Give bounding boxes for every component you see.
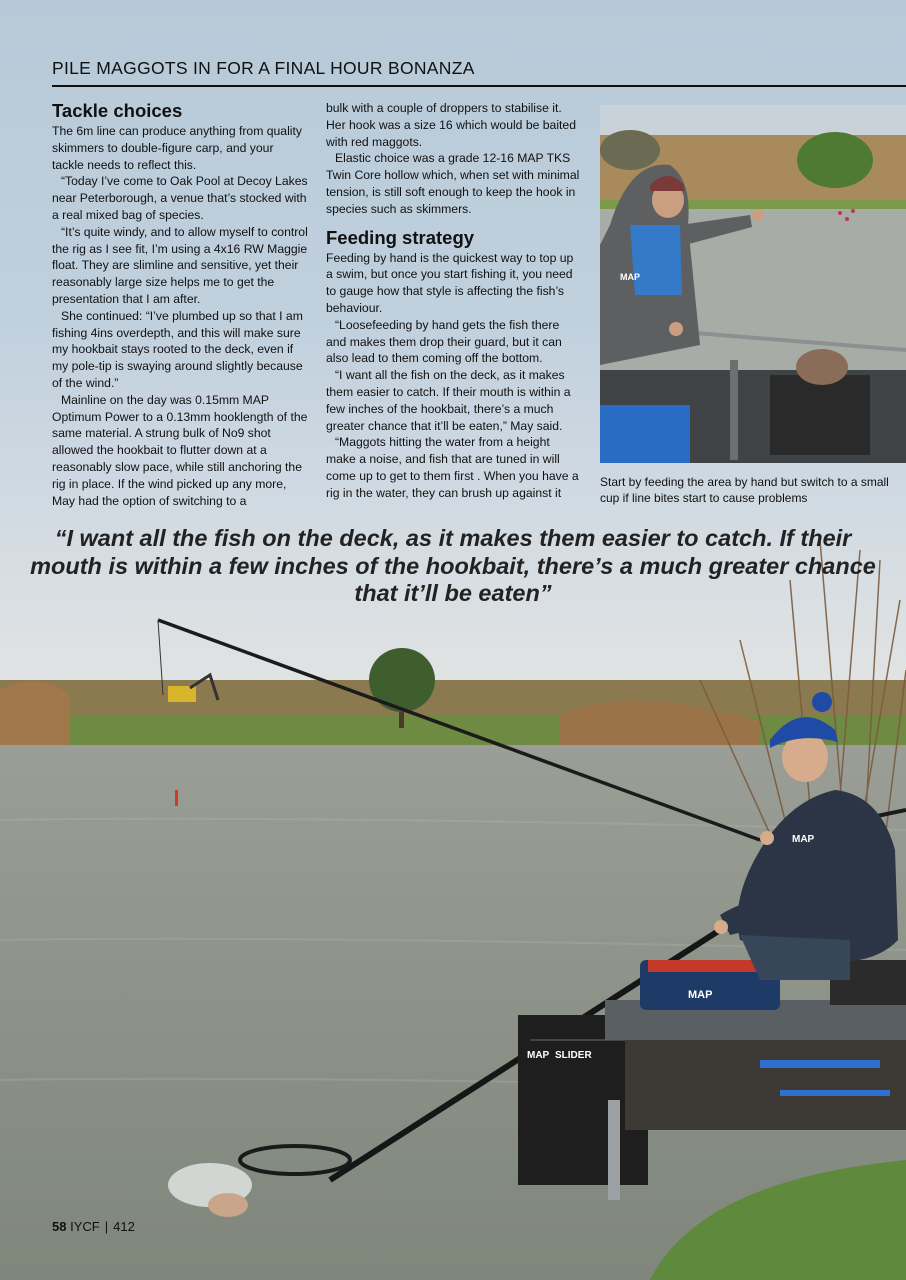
photo-caption: Start by feeding the area by hand but switch to a small cup if line bites start to cause problems [600,475,889,505]
jacket-logo: MAP [792,834,815,845]
text-column-1 [52,100,308,509]
paragraph: “It’s quite windy, and to allow myself to control the rig as I see fit, I’m using a 4x16 RW Maggie float. They are slimline and sensitive, yet their reasonably large size helps me to get the presentation that I am after. [52,224,308,306]
page-number: 58 [52,1219,67,1234]
page-header: PILE MAGGOTS IN FOR A FINAL HOUR BONANZA [52,58,906,87]
paragraph: Feeding by hand is the quickest way to top up a swim, but once you start fishing it, you need to gauge how that style is affecting the fish’s behaviour. [326,250,574,315]
page-footer [52,1219,135,1234]
paragraph: bulk with a couple of droppers to stabilise it. Her hook was a size 16 which would be baited with red maggots. [326,101,576,149]
paragraph: Elastic choice was a grade 12-16 MAP TKS Twin Core hollow which, when set with minimal tension, is still soft enough to keep the hook in species such as skimmers. [326,151,580,216]
box-logo: MAP [688,989,713,1001]
main-photo [0,520,906,1280]
paragraph: “Maggots hitting the water from a height make a noise, and fish that are tuned in will come up to get to them first . When you have a rig in the water, they can brush up against it [326,435,579,500]
issue-number: 412 [113,1219,135,1234]
paragraph: Mainline on the day was 0.15mm MAP Optimum Power to a 0.13mm hooklength of the same material. A strung bulk of No9 shot allowed the hookbait to flutter down at a reasonably slow pace, while still anchoring the rig in place. If the wind picked up any more, May had the option of switching to a [52,392,308,508]
paragraph: She continued: “I’ve plumbed up so that I am fishing 4ins overdepth, and this will make sure my hookbait stays rooted to the deck, even if my pole-tip is swaying around slightly because of the wind.” [52,308,303,390]
paragraph: “Today I’ve come to Oak Pool at Decoy Lakes near Peterborough, a venue that’s stocked with a real mixed bag of species. [52,174,308,222]
inset-photo [600,105,906,463]
bag-logo: MAP [527,1050,550,1061]
pull-quote: “I want all the fish on the deck, as it makes them easier to catch. If their mouth is within a few inches of the hookbait, there’s a much greater chance that it’ll be eaten” [30,525,876,606]
lake-scene-illustration [0,520,906,1280]
paragraph: “I want all the fish on the deck, as it makes them easier to catch. If their mouth is within a few inches of the hookbait, there’s a much greater chance that it’ll be eaten,” May said. [326,368,571,433]
photo-logo: MAP [620,272,640,282]
paragraph: The 6m line can produce anything from quality skimmers to double-figure carp, and your tackle needs to reflect this. [52,124,302,172]
section-heading-feeding: Feeding strategy [326,226,475,248]
paragraph: “Loosefeeding by hand gets the fish there and makes them drop their guard, but it can also lead to them coming off the bottom. [326,317,562,366]
bag-text: SLIDER [555,1050,592,1061]
text-column-2 [326,100,582,502]
feeding-photo-illustration [600,105,906,463]
section-heading-tackle: Tackle choices [52,100,183,121]
footer-separator: | [104,1219,109,1234]
magazine-name: IYCF [70,1219,100,1234]
